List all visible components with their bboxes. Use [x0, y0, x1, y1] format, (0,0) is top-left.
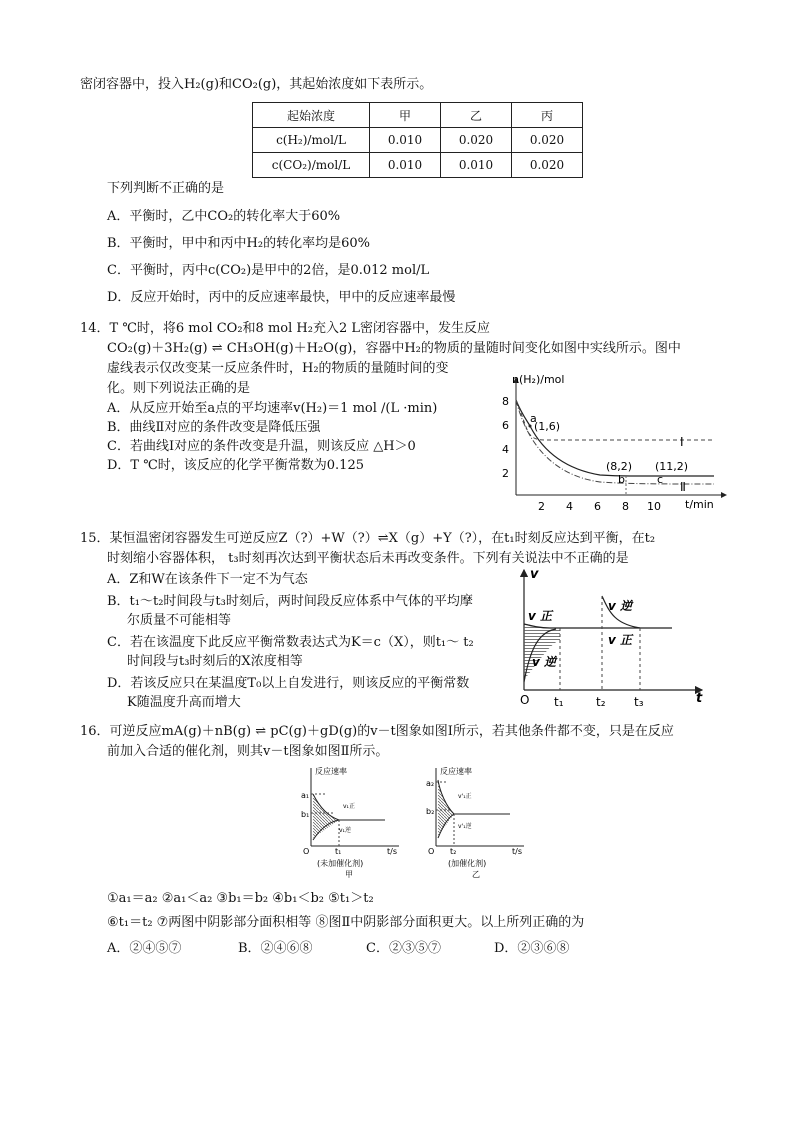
y-tick-label: 8 [502, 395, 509, 408]
table-cell: 0.020 [512, 153, 583, 178]
table-cell: 0.010 [370, 153, 441, 178]
table-header: 起始浓度 [253, 103, 370, 128]
origin-label: O [520, 693, 530, 707]
y-tick-label: 6 [502, 419, 509, 432]
t-axis-label: t [696, 691, 703, 706]
q14-line2: CO₂(g)＋3H₂(g) ⇌ CH₃OH(g)＋H₂O(g)，容器中H₂的物质的量随时间变化如图中实线所示。图中 [107, 341, 681, 356]
graph-no-catalyst [295, 762, 407, 880]
q16-option-c: C．②③⑤⑦ [366, 941, 441, 956]
q15-option-d: D．若该反应只在某温度T₀以上自发进行，则该反应的平衡常数 [107, 676, 470, 691]
table-header: 乙 [441, 103, 512, 128]
table-cell: 0.010 [441, 153, 512, 178]
q15-option-b: B．t₁～t₂时间段与t₃时刻后，两时间段反应体系中气体的平均摩 [107, 594, 473, 609]
x-tick-label: 10 [647, 500, 661, 513]
graph2-a-label: a₂ [426, 779, 435, 788]
t1-label: t₁ [554, 695, 564, 709]
label-c: c [657, 473, 664, 486]
q13-option-a: A．平衡时，乙中CO₂的转化率大于60% [107, 209, 341, 224]
v-reverse-label: v 逆 [532, 655, 557, 669]
graph2-ylabel: 反应速率 [440, 767, 472, 776]
table-header: 甲 [370, 103, 441, 128]
graph1-t-label: t₁ [335, 847, 342, 856]
q13-prompt: 下列判断不正确的是 [107, 181, 225, 196]
graph2-t-label: t₂ [450, 847, 457, 856]
q15-option-d-cont: K随温度升高而增大 [127, 695, 241, 710]
q15-option-c-cont: 时间段与t₃时刻后的X浓度相等 [127, 654, 303, 669]
q15-option-c: C．若在该温度下此反应平衡常数表达式为K＝c（X），则t₁～ t₂ [107, 635, 474, 650]
graph2-caption2: 乙 [472, 870, 480, 879]
table-row [253, 128, 583, 153]
label-curve-II: Ⅱ [680, 480, 686, 494]
q16-line2: 前加入合适的催化剂，则其v－t图象如图Ⅱ所示。 [107, 744, 389, 759]
x-tick-label: 8 [622, 500, 629, 513]
h2-time-graph [500, 370, 732, 516]
table-row [253, 103, 583, 128]
q14-line4: 化。则下列说法正确的是 [107, 381, 251, 396]
label-a: a [530, 412, 537, 425]
q14-option-c: C．若曲线Ⅰ对应的条件改变是升温，则该反应 △H＞0 [107, 439, 416, 454]
table-cell: c(CO₂)/mol/L [253, 153, 370, 178]
graph2-vz: v'₁正 [458, 793, 472, 800]
y-tick-label: 4 [502, 443, 509, 456]
t3-label: t₃ [634, 695, 644, 709]
table-cell: c(H₂)/mol/L [253, 128, 370, 153]
q15-line2: 时刻缩小容器体积， t₃时刻再次达到平衡状态后未再改变条件。下列有关说法中不正确的是 [107, 551, 629, 566]
intro-text: 密闭容器中，投入H₂(g)和CO₂(g)，其起始浓度如下表所示。 [80, 77, 433, 92]
table-cell: 0.010 [370, 128, 441, 153]
q16-option-b: B．②④⑥⑧ [238, 941, 313, 956]
q13-option-d: D．反应开始时，丙中的反应速率最快，甲中的反应速率最慢 [107, 290, 456, 305]
label-b: b [618, 473, 625, 486]
q13-option-c: C．平衡时，丙中c(CO₂)是甲中的2倍，是0.012 mol/L [107, 263, 430, 278]
v-reverse-label-2: v 逆 [608, 599, 633, 613]
x-axis-label: t/min [685, 498, 714, 511]
q14-option-b: B．曲线Ⅱ对应的条件改变是降低压强 [107, 420, 321, 435]
q16-option-a: A．②④⑤⑦ [107, 941, 182, 956]
q15-option-a: A．Z和W在该条件下一定不为气态 [107, 572, 308, 587]
label-11-2: (11,2) [655, 460, 689, 473]
label-8-2: (8,2) [606, 460, 633, 473]
table-cell: 0.020 [512, 128, 583, 153]
concentration-table [252, 102, 583, 178]
x-tick-label: 2 [538, 500, 545, 513]
q13-option-b: B．平衡时，甲中和丙中H₂的转化率均是60% [107, 236, 370, 251]
graph2-b-label: b₂ [426, 807, 435, 816]
v-forward-label-2: v 正 [608, 633, 633, 647]
q15-line1: 15．某恒温密闭容器发生可逆反应Z（?）+W（?）⇌X（g）+Y（?），在t₁时刻反应达到平衡，在t₂ [80, 531, 656, 546]
graph-with-catalyst [420, 762, 532, 880]
graph1-ylabel: 反应速率 [315, 767, 347, 776]
q15-option-b-cont: 尔质量不可能相等 [127, 613, 232, 628]
graph1-b-label: b₁ [301, 810, 310, 819]
graph2-caption: (加催化剂) [448, 859, 487, 868]
table-header: 丙 [512, 103, 583, 128]
t2-label: t₂ [596, 695, 606, 709]
graph1-a-label: a₁ [301, 791, 310, 800]
graph1-vz: v₁正 [343, 803, 355, 810]
x-tick-label: 4 [566, 500, 573, 513]
graph2-origin: O [428, 847, 435, 856]
y-axis-label: n(H₂)/mol [512, 373, 565, 386]
shaded-area [524, 624, 560, 680]
q14-option-a: A．从反应开始至a点的平均速率v(H₂)＝1 mol /(L ·min) [107, 401, 438, 416]
graph1-caption2: 甲 [345, 870, 353, 879]
q16-option-d: D．②③⑥⑧ [494, 941, 570, 956]
q16-statements2: ⑥t₁＝t₂ ⑦两图中阴影部分面积相等 ⑧图Ⅱ中阴影部分面积更大。以上所列正确的为 [107, 915, 585, 930]
q16-statements1: ①a₁＝a₂ ②a₁＜a₂ ③b₁＝b₂ ④b₁＜b₂ ⑤t₁＞t₂ [107, 891, 374, 906]
v-axis-label: v [530, 567, 539, 582]
v-forward-curve [524, 624, 672, 628]
graph1-vn: v₁逆 [339, 827, 351, 834]
v-forward-label: v 正 [528, 609, 553, 623]
graph1-xlabel: t/s [387, 847, 397, 856]
graph1-caption: (未加催化剂) [317, 859, 364, 868]
graph2-xlabel: t/s [512, 847, 522, 856]
y-tick-label: 2 [502, 467, 509, 480]
x-tick-label: 6 [594, 500, 601, 513]
graph2-vn: v'₁逆 [458, 823, 472, 830]
label-a-coord: (1,6) [534, 420, 561, 433]
label-curve-I: Ⅰ [680, 435, 684, 449]
graph1-origin: O [303, 847, 310, 856]
q16-line1: 16．可逆反应mA(g)＋nB(g) ⇌ pC(g)＋gD(g)的v－t图象如图Ⅰ所示，若其他条件都不变，只是在反应 [80, 724, 674, 739]
q14-line3: 虚线表示仅改变某一反应条件时，H₂的物质的量随时间的变 [107, 361, 449, 376]
q14-line1: 14．T ℃时，将6 mol CO₂和8 mol H₂充入2 L密闭容器中，发生反应 [80, 321, 490, 336]
table-row [253, 153, 583, 178]
q14-option-d: D．T ℃时，该反应的化学平衡常数为0.125 [107, 458, 364, 473]
table-cell: 0.020 [441, 128, 512, 153]
rate-time-graph [510, 560, 710, 716]
